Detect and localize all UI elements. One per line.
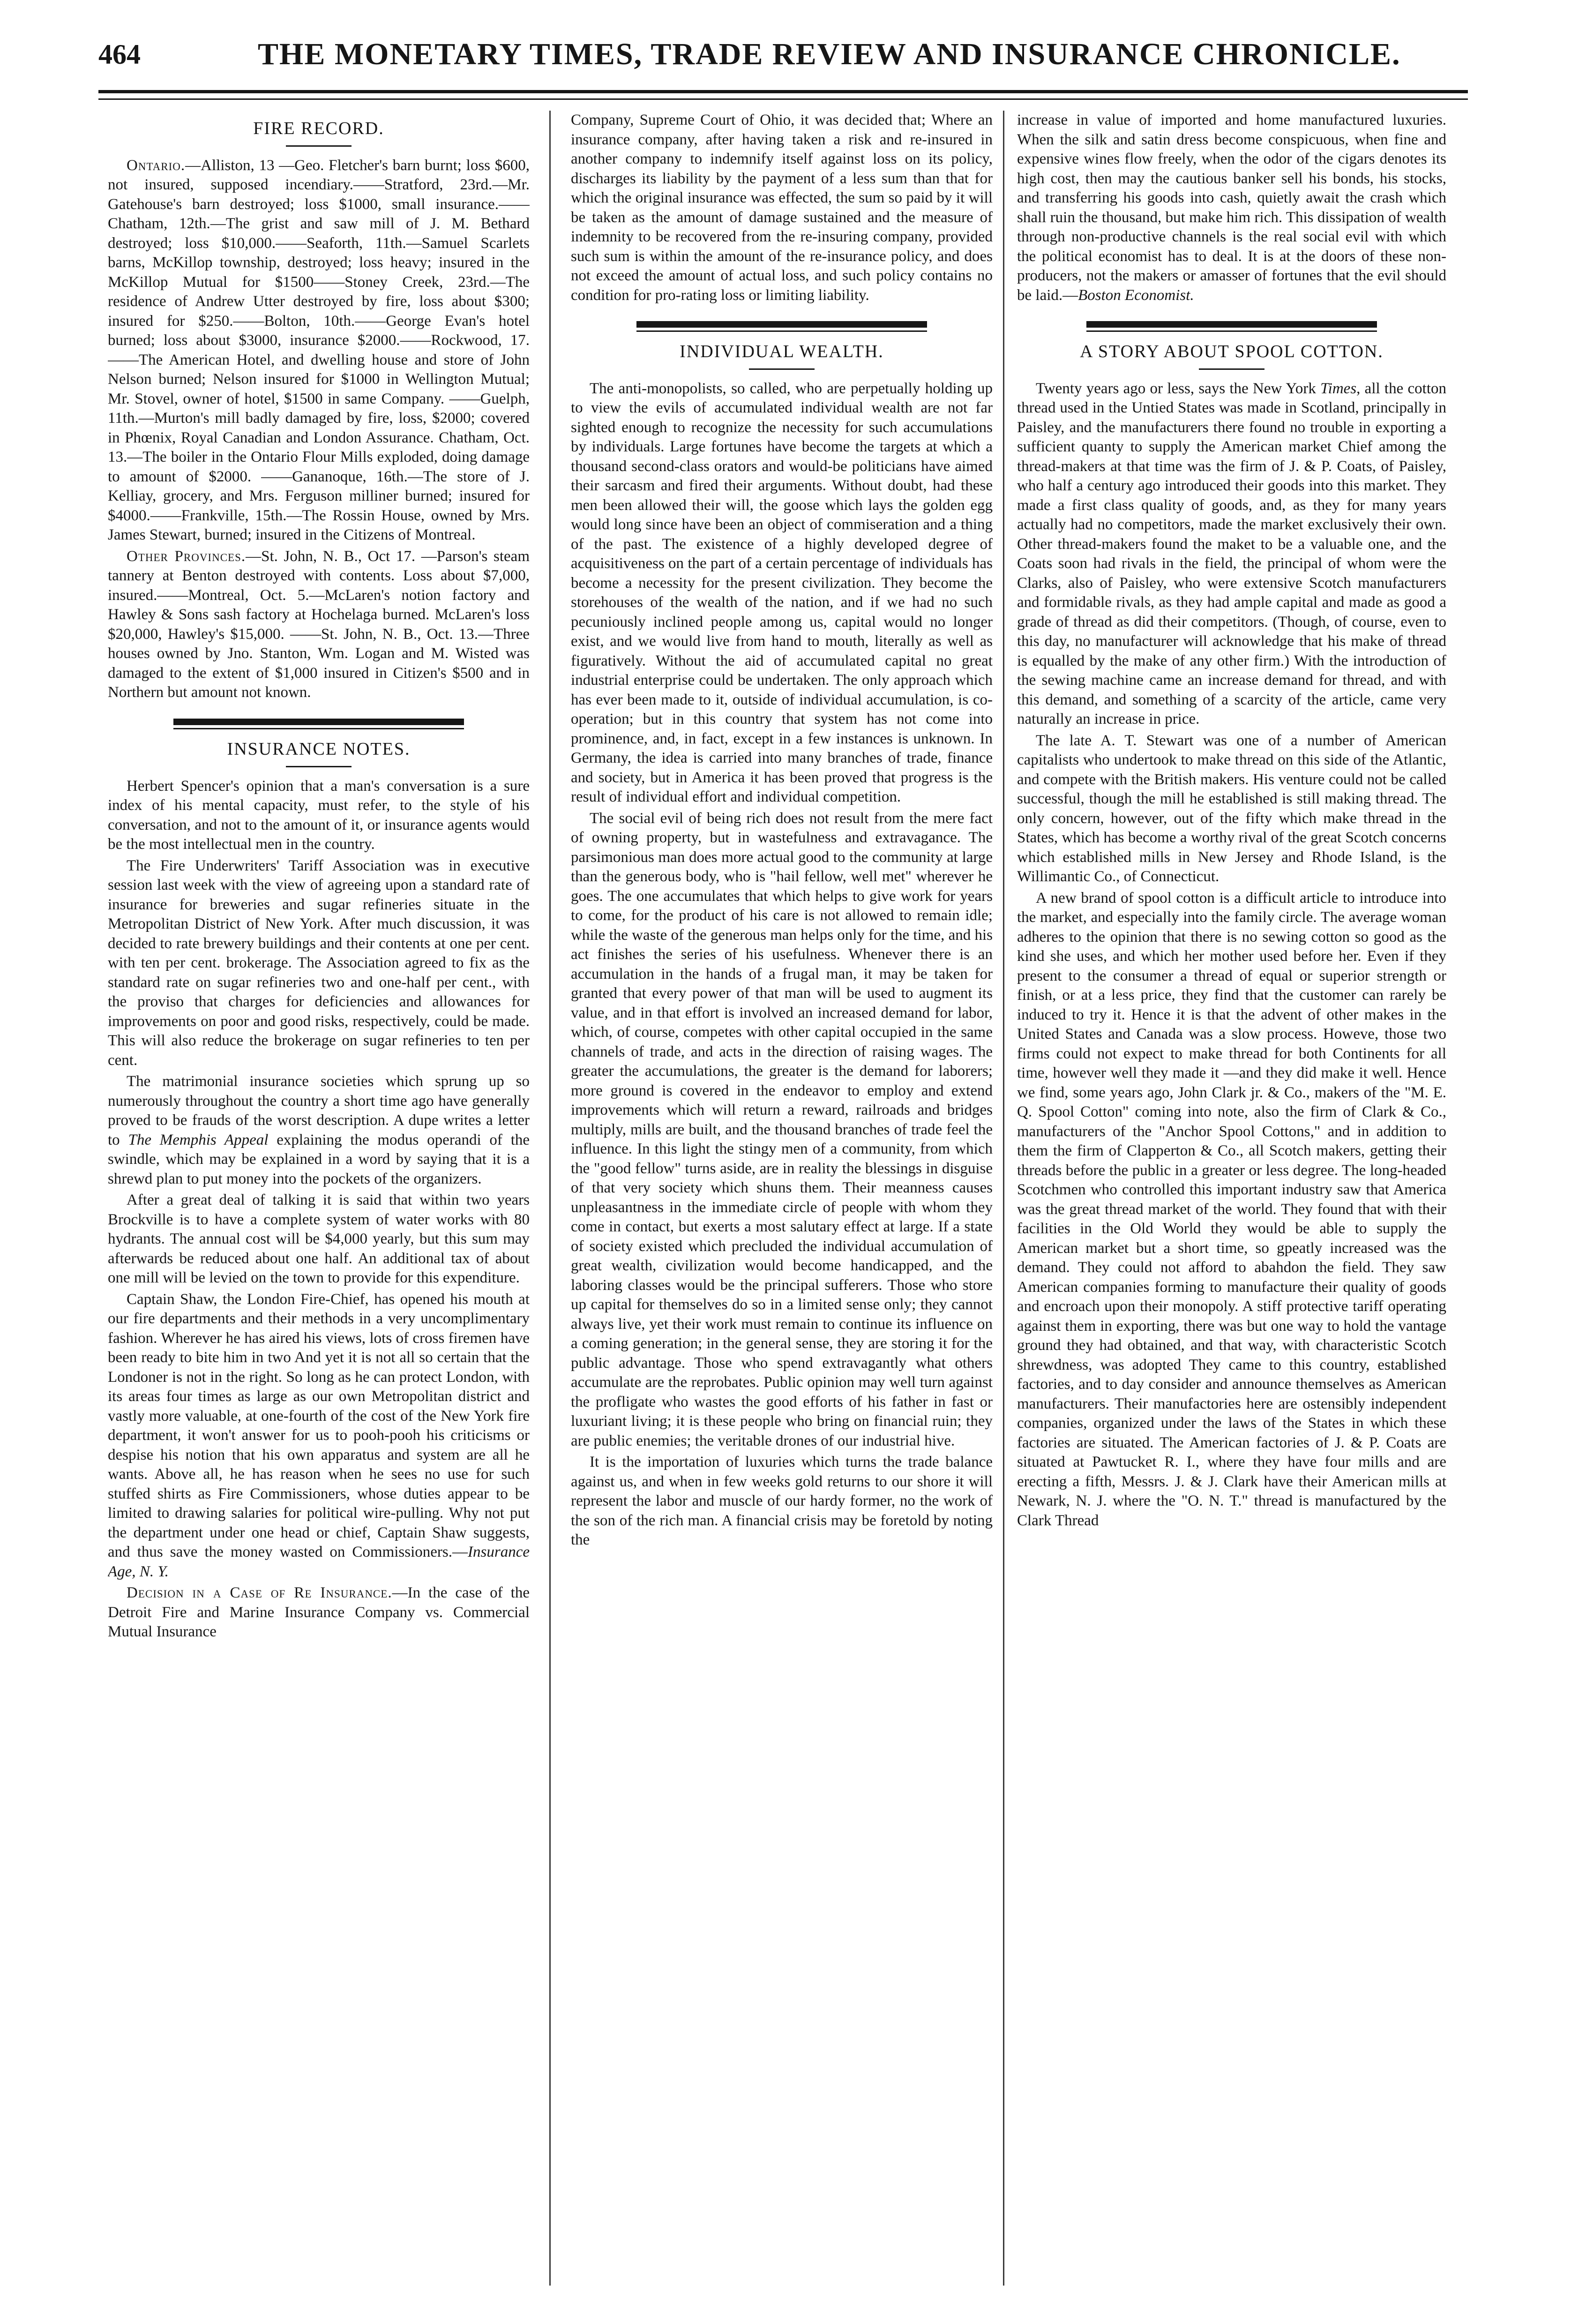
insurance-notes-paragraph (108, 1072, 530, 1189)
spool-cotton-heading: A STORY ABOUT SPOOL COTTON. (1080, 342, 1384, 361)
fire-record-heading: FIRE RECORD. (253, 119, 384, 138)
continued-paragraph (1017, 111, 1446, 305)
paragraph-text: , all the cotton thread used in the Untied States was made in Scotland, principally in Paisley, and the manufacturers there found no trouble in exporting a sufficient quanty to supply the American market Chief among the thread-makers at that time was the firm of J. & P. Coats, of Paisley, who half a century ago introduced their goods into this market. They made a first class quality of goods, and, as they for many years actually had no competitors, made the market exclusively their own. Other thread-makers found the maket to be a valuable one, and the Coats soon had rivals in the field, the principal of whom were the Clarks, also of Paisley, who were extensive Scotch manufacturers and formidable rivals, as they had ample capital and made as good a grade of thread as did their competitors. (Though, of course, even to this day, no manufacturer will acknowledge that his make of thread is equalled by the make of any other firm.) With the introduction of the sewing machine came an increase demand for thread, and with this demand, and something of a scarcity of the article, came very naturally an increase in price. (1017, 380, 1446, 728)
source-citation: Times (1320, 380, 1357, 397)
insurance-notes-paragraph: The Fire Underwriters' Tariff Association was in executive session last week with the view of agreeing upon a standard rate of insurance for breweries and sugar refineries situate in the Metropolitan District of New York. After much discussion, it was decided to rate brewery buildings and their contents at one per cent. with ten per cent. brokerage. The Association agreed to fix as the standard rate on sugar refineries two and one-half per cent., with the proviso that charges for deficiencies and allowances for improvements on poor and good risks, respectively, could be made. This will also reduce the brokerage on sugar refineries to ten per cent. (108, 857, 530, 1069)
source-citation: Insurance Age, N. Y. (108, 1544, 530, 1580)
section-rule-thin (1086, 330, 1377, 332)
paragraph-text: —In the case of the Detroit Fire and Marine Insurance Company vs. Commercial Mutual Insurance (108, 1584, 530, 1641)
header-rule-thin (98, 98, 1468, 100)
paragraph-text: Captain Shaw, the London Fire-Chief, has opened his mouth at our fire departments and their methods in a very uncomplimentary fashion. Wherever he has aired his views, lots of cross firemen have been ready to bite him in two And yet it is not all so certain that the Londoner is not in the right. So long as he can protect London, with its areas four times as large as our own Metropolitan district and vastly more valuable, at one-fourth of the cost of the New York fire department, it won't answer for us to pooh-pooh his criticisms or despise his notion that his own apparatus and system are all he wants. Above all, he has reason when he sees no use for such stuffed shirts as Fire Commissioners, whose duties appear to be limited to drawing salaries for political wire-pulling. Why not put the department under one head or chief, Captain Shaw suggests, and thus save the money wasted on Commissioners.— (108, 1290, 530, 1561)
section-rule-heavy (1086, 321, 1377, 328)
section-rule-heavy (173, 719, 464, 725)
ontario-text: —Alliston, 13 —Geo. Fletcher's barn burnt; loss $600, not insured, supposed incendiary.——Stratford, 23rd.—Mr. Gatehouse's barn destroyed; loss $1000, small insurance.——Chatham, 12th.—The grist and saw mill of J. M. Bethard destroyed; loss $10,000.——Seaforth, 11th.—Samuel Scarlets barns, McKillop township, destroyed; loss heavy; insured in the McKillop Mutual for $1500——Stoney Creek, 23rd.—The residence of Andrew Utter destroyed by fire, loss about $300; insured for $250.——Bolton, 10th.——George Evan's hotel burned; loss about $3000, insurance $2000.——Rockwood, 17.——The American Hotel, and dwelling house and store of John Nelson burned; Nelson insured for $1000 in Wellington Mutual; Mr. Stovel, owner of hotel, $1500 in same Company. ——Guelph, 11th.—Murton's mill badly damaged by fire, loss, $2000; covered in Phœnix, Royal Canadian and London Assurance. Chatham, Oct. 13.—The boiler in the Ontario Flour Mills exploded, doing damage to amount of $2000. ——Gananoque, 16th.—The store of J. Kelliay, grocery, and Mrs. Ferguson milliner burned; insured for $4000.——Frankville, 15th.—The Rossin House, owned by Mrs. James Stewart, burned; insured in the Citizens of Montreal. (108, 157, 530, 544)
continued-paragraph: Company, Supreme Court of Ohio, it was decided that; Where an insurance company, after having taken a risk and re-insured in another company to indemnify itself against loss on its policy, discharges its liability by the payment of a less sum than that for which the original insurance was effected, the sum so paid by it will be taken as the amount of damage sustained and the measure of indemnity to be recovered from the re-insuring company, provided such sum is within the amount of the re-insurance policy, and does not exceed the amount of actual loss, and such policy contains no condition for pro-rating loss or limiting liability. (571, 112, 993, 304)
heading-rule (749, 368, 815, 370)
insurance-notes-heading: INSURANCE NOTES. (227, 739, 411, 759)
column-1 (108, 111, 530, 2286)
paragraph-text: The matrimonial insurance societies which sprung up so numerously throughout the country a short time ago have generally proved to be frauds of the worst description. A dupe writes a letter to (108, 1073, 530, 1148)
insurance-notes-paragraph (108, 1290, 530, 1582)
column-divider (549, 111, 551, 2286)
column-3 (1017, 111, 1446, 2286)
ontario-label: Ontario. (127, 157, 186, 174)
section-rule-thin (173, 728, 464, 729)
heading-rule (286, 766, 352, 767)
page-header (98, 38, 1468, 85)
article-paragraph: The anti-monopolists, so called, who are perpetually holding up to view the evils of accumulated individual wealth are not far sighted enough to recognize the necessity for such accumulations by individuals. Large fortunes have become the targets at which a thousand second-class orators and would-be politicians have aimed their sarcasm and fired their arguments. Without doubt, had these men been allowed their will, the goose which lays the golden egg would long since have been an object of commiseration and a thing of the past. The existence of a highly developed degree of acquisitiveness on the part of a certain percentage of individuals has become a necessity for the present civilization. They become the storehouses of the wealth of the nation, and if we had no such pecuniously inclined people among us, capital would no longer exist, and we would live from hand to mouth, literally as well as figuratively. Without the aid of accumulated capital no great industrial enterprise could be undertaken. The only approach which has ever been made to it, outside of individual accumulation, is co-operation; but in this country that system has not come into prominence, and, in fact, except in a few instances is unknown. In Germany, the idea is carried into many branches of trade, finance and society, but in America it has been proved that progress is the result of individual effort and individual competition. (571, 380, 993, 806)
header-rule-thick (98, 90, 1468, 93)
article-paragraph (1017, 379, 1446, 729)
paragraph-text: increase in value of imported and home manufactured luxuries. When the silk and satin dress become conspicuous, when fine and expensive wines flow freely, when the odor of the cigars denotes its high cost, then may the cautious banker sell his bonds, his stocks, and transferring his goods into cash, quietly await the crash which shall ruin the thousand, but make him rich. This dissipation of wealth through non-productive channels is the real social evil with which the political economist has to deal. It is at the doors of these non-producers, not the makers or amasser of fortunes that the evil should be laid.— (1017, 112, 1446, 304)
section-rule-heavy (636, 321, 927, 328)
source-citation: The Memphis Appeal (128, 1131, 269, 1148)
paragraph-text: explaining the modus operandi of the swindle, which may be explained in a word by saying that it is a shrewd plan to put money into the pockets of the organizers. (108, 1131, 530, 1187)
heading-rule (1199, 368, 1264, 370)
column-2 (571, 111, 993, 2286)
insurance-notes-paragraph (108, 1583, 530, 1642)
individual-wealth-heading: INDIVIDUAL WEALTH. (680, 342, 884, 361)
fire-record-other-provinces (108, 547, 530, 703)
insurance-notes-paragraph: Herbert Spencer's opinion that a man's conversation is a sure index of his mental capacity, must refer, to the style of his conversation, and not to the amount of it, or insurance agents would be the most intellectual men in the country. (108, 777, 530, 853)
fire-record-ontario (108, 156, 530, 545)
article-paragraph: It is the importation of luxuries which turns the trade balance against us, and when in few weeks gold returns to our shore it will represent the labor and muscle of our hardy former, no the work of the son of the rich man. A financial crisis may be foretold by noting the (571, 1454, 993, 1549)
article-paragraph: The late A. T. Stewart was one of a number of American capitalists who undertook to make thread on this side of the Atlantic, and compete with the British makers. His venture could not be called successful, though the mill he established is still making thread. The only concern, however, out of the fifty which make thread in the States, which has become a worthy rival of the great Scotch concerns which established mills in New Jersey and Rhode Island, is the Willimantic Co., of Connecticut. (1017, 732, 1446, 885)
masthead-title: THE MONETARY TIMES, TRADE REVIEW AND INSURANCE CHRONICLE. (258, 37, 1401, 71)
source-citation: Boston Economist. (1078, 286, 1194, 304)
paragraph-text: Twenty years ago or less, says the New York (1036, 380, 1321, 397)
decision-label: Decision in a Case of Re Insurance. (127, 1584, 392, 1602)
other-provinces-text: —St. John, N. B., Oct 17. —Parson's steam tannery at Benton destroyed with contents. Loss about $7,000, insured.——Montreal, Oct. 5.—McLaren's notion factory and Hawley & Sons sash factory at Hochelaga burned. McLaren's loss $20,000, Hawley's $15,000. ——St. John, N. B., Oct. 13.—Three houses owned by Jno. Stanton, Wm. Logan and M. Wisted was damaged to the extent of $1,000 insured in Citizen's $500 and in Northern but amount not known. (108, 547, 530, 701)
heading-rule (286, 145, 352, 147)
section-rule-thin (636, 330, 927, 332)
insurance-notes-paragraph: After a great deal of talking it is said that within two years Brockville is to have a complete system of water works with 80 hydrants. The annual cost will be $4,000 yearly, but this sum may afterwards be reduced about one half. An additional tax of about one mill will be levied on the town to provide for this expenditure. (108, 1192, 530, 1287)
article-paragraph: The social evil of being rich does not result from the mere fact of owning property, but in wastefulness and extravagance. The parsimonious man does more actual good to the community at large than the generous body, who is "hail fellow, well met" wherever he goes. The one accumulates that which helps to give work for years to come, for the product of his care is not allowed to remain idle; while the waste of the generous man helps only for the time, and his act finishes the series of his usefulness. Whenever there is an accumulation in the hands of a frugal man, it may be taken for granted that every power of that man will be used to augment its value, and in that effort is involved an increased demand for labor, which, of course, competes with other capital occupied in the same channels of trade, and acts in the direction of raising wages. The greater the accumulations, the greater is the demand for laborers; more ground is covered in the endeavor to employ and extend improvements which will return a reward, railroads and bridges multiply, mills are built, and the thousand branches of trade feel the influence. In this light the stingy men of a community, from which the "good fellow" turns aside, are in reality the blessings in disguise of that very society which shuns them. Their meanness causes unpleasantness in the immediate circle of people with whom they come in contact, but exerts a most salutary effect at large. If a state of society existed which precluded the individual accumulation of great wealth, civilization would become handicapped, and the laboring classes would be the principal sufferers. Those who store up capital for themselves do so in a limited sense only; they cannot always live, yet their work must remain to continue its influence on a coming generation; in the general sense, they are storing it for the public advantage. Those who spend extravagantly what others accumulate are the reprobates. Public opinion may well turn against the profligate who wastes the good efforts of his father in fast or luxuriant living; it is these people who bring on financial ruin; they are public enemies; the veritable drones of our industrial hive. (571, 810, 993, 1449)
article-paragraph: A new brand of spool cotton is a difficult article to introduce into the market, and especially into the family circle. The average woman adheres to the opinion that there is no sewing cotton so good as the kind she uses, and which her mother used before her. Even if they present to the consumer a thread of equal or superior strength or finish, or at a less price, they find that the customer can rarely be induced to try it. Hence it is that the advent of other makes in the United States and Canada was a slow process. Howeve, those two firms could not expect to make thread for both Continents for all time, however well they made it —and they did make it well. Hence we find, some years ago, John Clark jr. & Co., makers of the "M. E. Q. Spool Cotton" coming into note, also the firm of Clark & Co., manufacturers of the "Anchor Spool Cottons," and in addition to them the firm of Clapperton & Co., all Scotch makers, getting their threads before the public in a greater or less degree. The long-headed Scotchmen who controlled this important industry saw that America was the great thread market of the world. They found that with their facilities in the Old World they would be able to supply the American market but a short time, so gpeatly increased was the demand. They could not afford to abahdon the field. They saw American companies forming to manufacture their quality of goods and encroach upon their monopoly. A stiff protective tariff operating against them in exporting, there was but one way to hold the vantage ground they had obtained, and that way, with characteristic Scotch shrewdness, was adopted They came to this country, established factories, and to day consider and announce themselves as American manufacturers. Their manufactories here are ostensibly independent companies, organized under the laws of the States in which these factories are situated. The American factories of J. & P. Coats are situated at Pawtucket R. I., where they have four mills and are erecting a fifth, Messrs. J. & J. Clark have their American mills at Newark, N. J. where the "O. N. T." thread is manufactured by the Clark Thread (1017, 889, 1446, 1529)
other-provinces-label: Other Provinces. (127, 547, 246, 565)
column-divider (1003, 111, 1004, 2286)
page-number: 464 (98, 39, 141, 70)
